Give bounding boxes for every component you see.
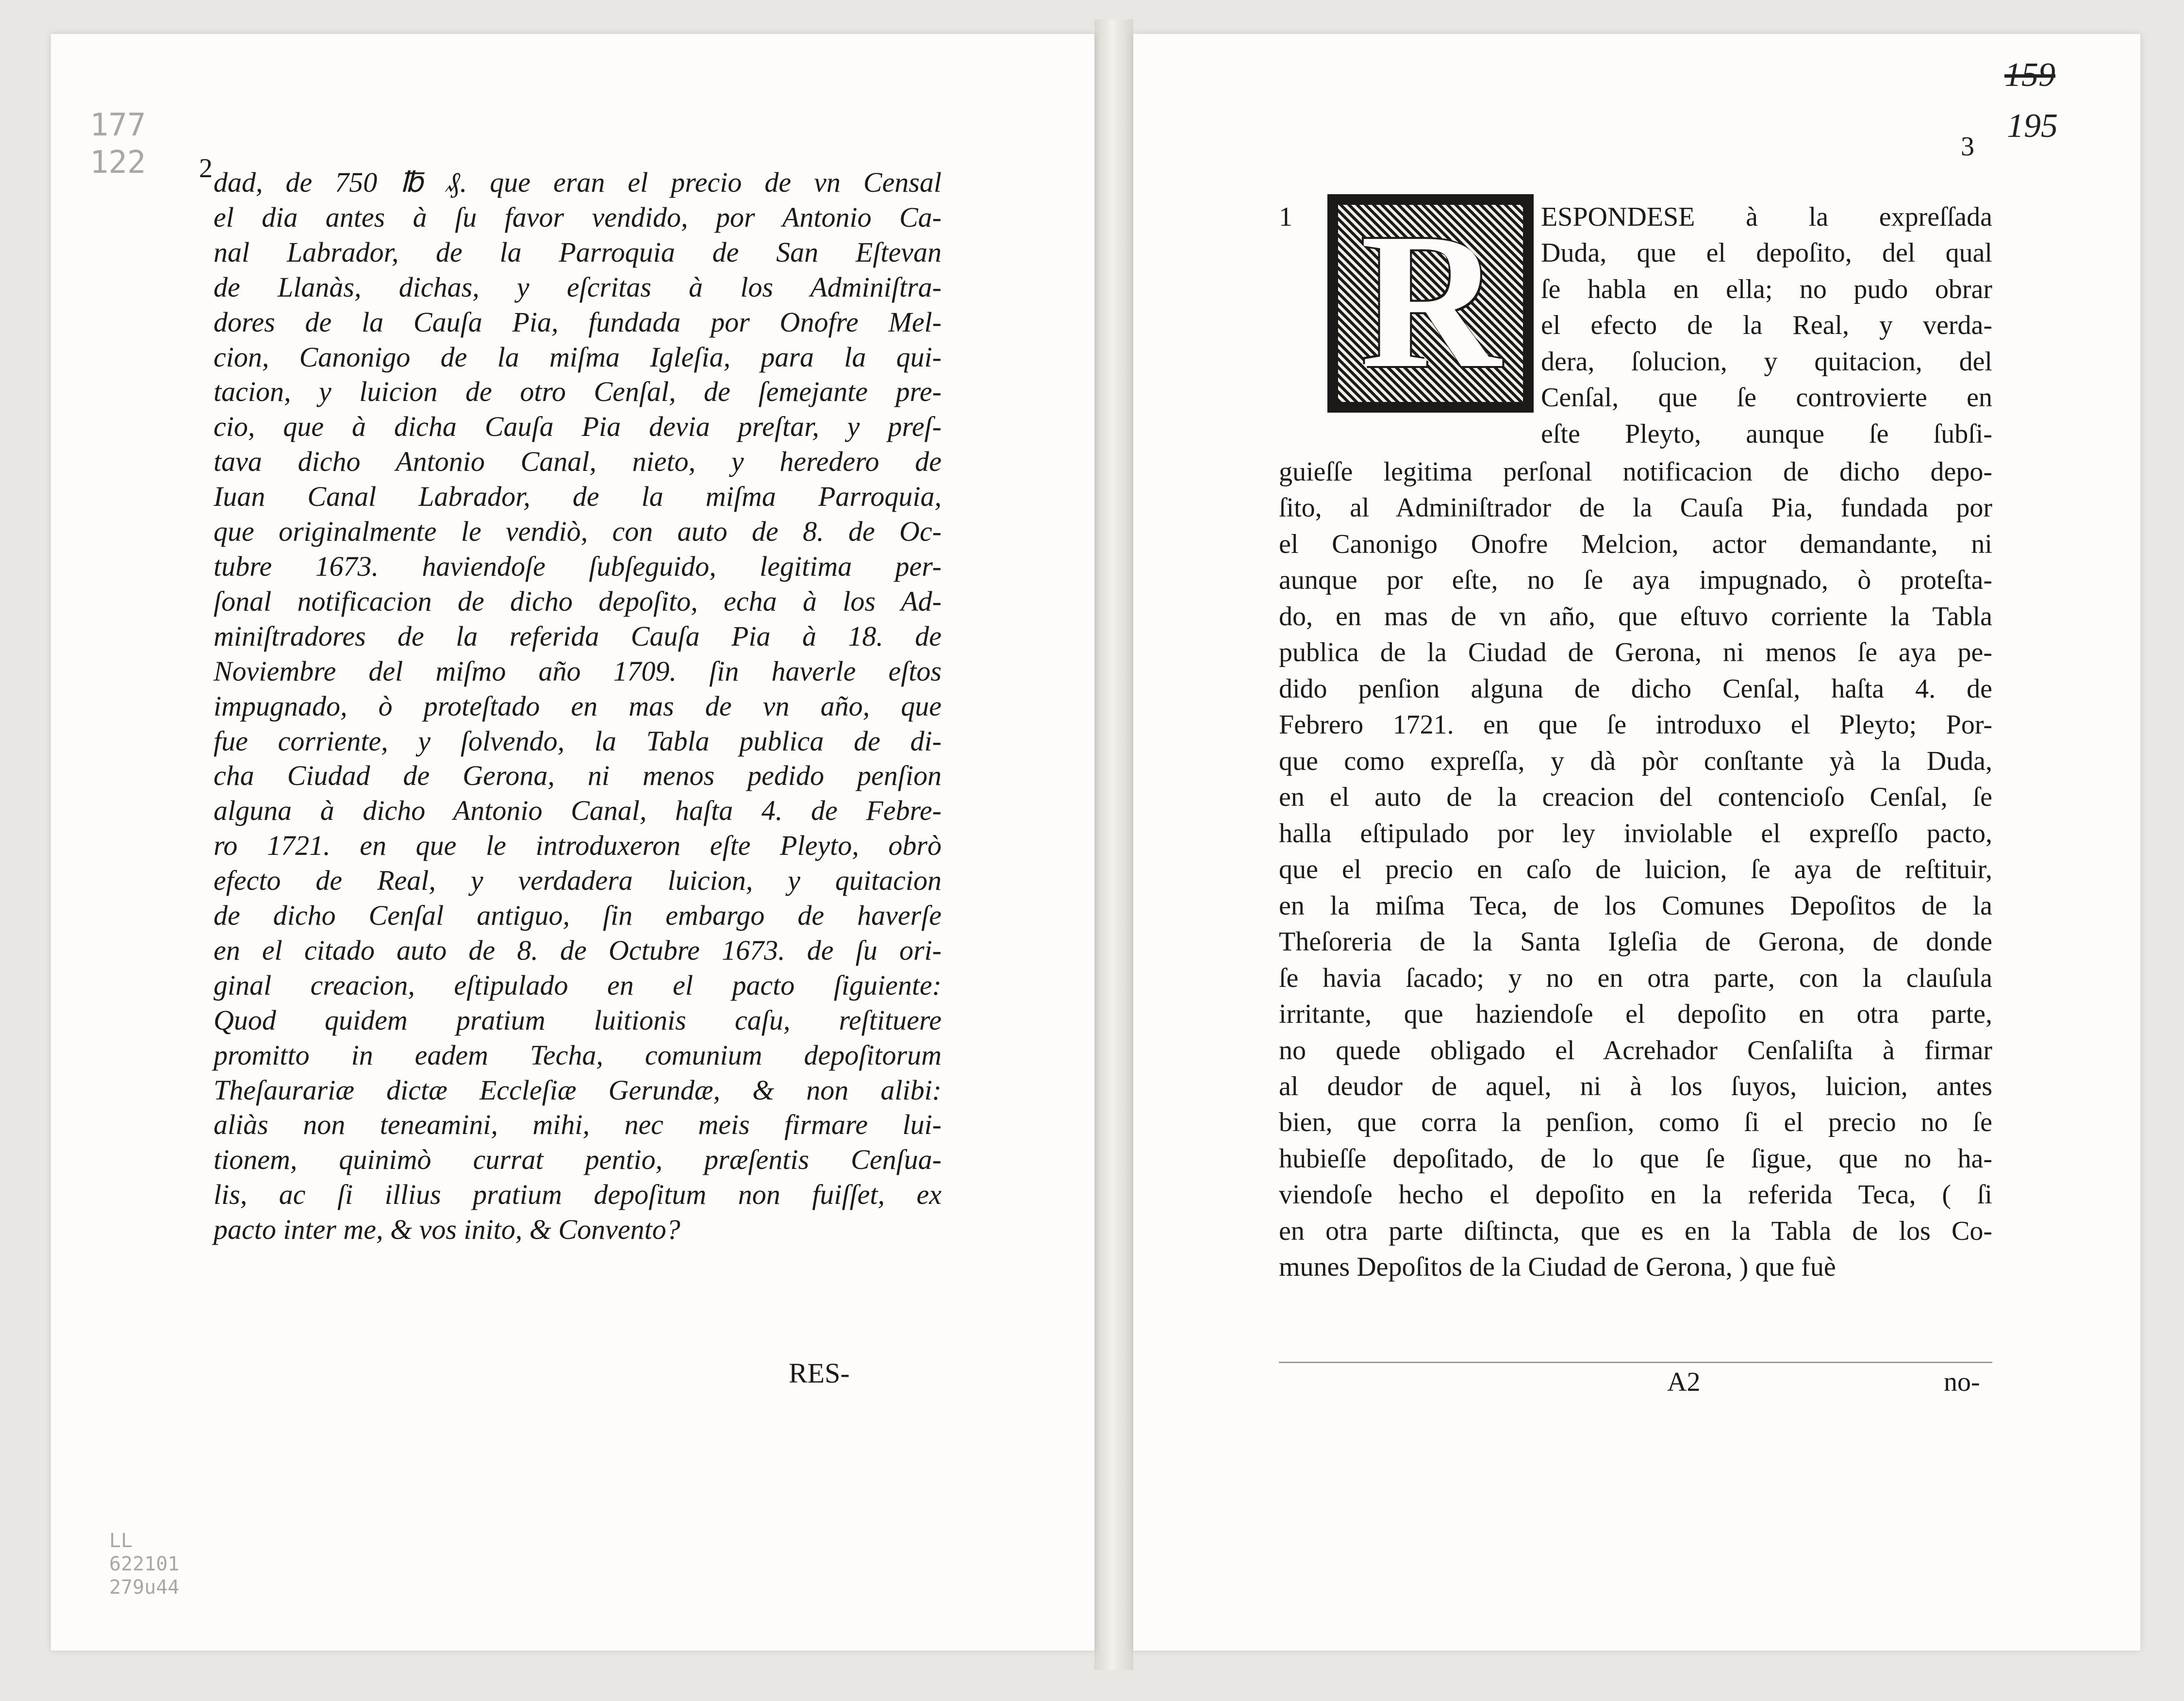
page-number: 3 [1961, 132, 1974, 162]
text-line: el dia antes à ſu favor vendido, por Antonio Ca- [214, 201, 942, 233]
text-line: impugnado, ò proteſtado en mas de vn año, que [214, 690, 942, 722]
text-line: que como expreſſa, y dà pòr conſtante yà la Duda, [1279, 746, 1992, 776]
handwritten-folio: 195 [2007, 107, 2058, 145]
text-line: ginal creacion, eſtipulado en el pacto ſiguiente: [214, 969, 942, 1001]
text-line: aunque por eſte, no ſe aya impugnado, ò proteſta- [1279, 565, 1992, 596]
text-line: en el citado auto de 8. de Octubre 1673. de ſu ori- [214, 934, 942, 966]
text-line: lis, ac ſi illius pratium depoſitum non fuiſſet, ex [214, 1179, 942, 1211]
handwritten-folio-crossed: 159 [2004, 56, 2055, 94]
text-line: en la miſma Teca, de los Comunes Depoſitos de la [1279, 890, 1992, 921]
text-line: dido penſion alguna de dicho Cenſal, haſta 4. de [1279, 673, 1992, 704]
text-line: Theſaurariæ dictæ Eccleſiæ Gerundæ, & non alibi: [214, 1074, 942, 1106]
text-line: publica de la Ciudad de Gerona, ni menos ſe aya pe- [1279, 637, 1992, 668]
text-line: Cenſal, que ſe controvierte en [1541, 383, 1992, 413]
text-line: alguna à dicho Antonio Canal, haſta 4. de Febre- [214, 795, 942, 827]
text-line: que originalmente le vendiò, con auto de 8. de Oc- [214, 516, 942, 548]
text-line: halla eſtipulado por ley inviolable el expreſſo pacto, [1279, 818, 1992, 849]
text-line: no quede obligado el Acrehador Cenſaliſta à firmar [1279, 1035, 1992, 1066]
text-line: de dicho Cenſal antiguo, ſin embargo de haverſe [214, 900, 942, 932]
text-line: irritante, que haziendoſe el depoſito en otra parte, [1279, 999, 1992, 1030]
right-page [1133, 34, 2140, 1651]
catchword: no- [1944, 1367, 1980, 1397]
text-line: en otra parte diſtincta, que es en la Tabla de los Co- [1279, 1216, 1992, 1246]
text-line: de Llanàs, dichas, y eſcritas à los Adminiſtra- [214, 271, 942, 303]
text-line: miniſtradores de la referida Cauſa Pia à 18. de [214, 620, 942, 652]
text-line: el efecto de la Real, y verda- [1541, 310, 1992, 341]
text-line: tubre 1673. haviendoſe ſubſeguido, legitima per- [214, 550, 942, 582]
text-line: viendoſe hecho el depoſito en la referida Teca, ( ſi [1279, 1180, 1992, 1210]
text-line: hubieſſe depoſitado, de lo que ſe ſigue, que no ha- [1279, 1143, 1992, 1174]
left-page [51, 34, 1094, 1651]
text-line: ro 1721. en que le introduxeron eſte Pleyto, obrò [214, 830, 942, 862]
text-line: dores de la Cauſa Pia, fundada por Onofre Mel- [214, 306, 942, 338]
right-body-text [1279, 454, 1992, 1285]
text-line: dera, ſolucion, y quitacion, del [1541, 346, 1992, 377]
text-line: ſito, al Adminiſtrador de la Cauſa Pia, fundada por [1279, 493, 1992, 523]
text-line: bien, que corra la penſion, como ſi el precio no ſe [1279, 1107, 1992, 1138]
library-shelfmark: LL 622101 279u44 [109, 1530, 180, 1599]
section-number: 1 [1279, 202, 1292, 232]
text-line: fue corriente, y ſolvendo, la Tabla publica de di- [214, 725, 942, 757]
text-line: pacto inter me, & vos inito, & Convento? [214, 1214, 680, 1246]
page-number: 2 [199, 153, 213, 183]
text-line: cio, que à dicha Cauſa Pia devia preſtar, y preſ- [214, 411, 942, 443]
text-line: guieſſe legitima perſonal notificacion de dicho depo- [1279, 457, 1992, 487]
text-line: aliàs non teneamini, mihi, nec meis firmare lui- [214, 1109, 942, 1141]
text-line: eſte Pleyto, aunque ſe ſubſi- [1541, 418, 1992, 449]
bottom-rule [1279, 1362, 1992, 1363]
text-line: ſonal notificacion de dicho depoſito, echa à los Ad- [214, 585, 942, 617]
first-line-rest: ESPONDESE à la expreſſada [1541, 202, 1992, 232]
hanging-text-block [1541, 199, 1992, 452]
text-line: efecto de Real, y verdadera luicion, y quitacion [214, 865, 942, 897]
text-line: cha Ciudad de Gerona, ni menos pedido penſion [214, 760, 942, 792]
text-line: Iuan Canal Labrador, de la miſma Parroquia, [214, 481, 942, 513]
text-line: tava dicho Antonio Canal, nieto, y heredero de [214, 446, 942, 478]
text-line: promitto in eadem Techa, comunium depoſitorum [214, 1039, 942, 1071]
text-line: en el auto de la creacion del contencioſo Cenſal, ſe [1279, 782, 1992, 813]
text-line: Quod quidem pratium luitionis caſu, reſtituere [214, 1004, 942, 1036]
faint-corner-marks: 177 122 [90, 107, 146, 181]
text-line: Duda, que el depoſito, del qual [1541, 238, 1992, 268]
book-gutter [1094, 19, 1133, 1670]
catchword: RES- [789, 1357, 850, 1389]
text-line: que el precio en caſo de luicion, ſe aya de reſtituir, [1279, 854, 1992, 885]
text-line: dad, de 750 ℔ ₰. que eran el precio de vn Censal [214, 167, 942, 198]
text-line: Noviembre del miſmo año 1709. ſin haverle eſtos [214, 655, 942, 687]
text-line: Theſoreria de la Santa Igleſia de Gerona, de donde [1279, 927, 1992, 957]
text-line: al deudor de aquel, ni à los ſuyos, luicion, antes [1279, 1071, 1992, 1101]
text-line: munes Depoſitos de la Ciudad de Gerona, ) que fuè [1279, 1252, 1836, 1283]
text-line: cion, Canonigo de la miſma Igleſia, para la qui- [214, 341, 942, 373]
text-line: ſe habla en ella; no pudo obrar [1541, 274, 1992, 304]
left-body-text [214, 165, 942, 1247]
text-line: el Canonigo Onofre Melcion, actor demandante, ni [1279, 529, 1992, 559]
decorated-initial [1327, 194, 1534, 413]
text-line: nal Labrador, de la Parroquia de San Eſtevan [214, 236, 942, 268]
signature-mark: A2 [1667, 1367, 1701, 1397]
text-line: tionem, quinimò currat pentio, præſentis Cenſua- [214, 1144, 942, 1176]
text-line: do, en mas de vn año, que eſtuvo corriente la Tabla [1279, 601, 1992, 632]
text-line: ſe havia ſacado; y no en otra parte, con la clauſula [1279, 963, 1992, 993]
drop-cap-letter: R [1360, 193, 1501, 408]
text-line: tacion, y luicion de otro Cenſal, de ſemejante pre- [214, 376, 942, 408]
text-line: Febrero 1721. en que ſe introduxo el Pleyto; Por- [1279, 710, 1992, 740]
